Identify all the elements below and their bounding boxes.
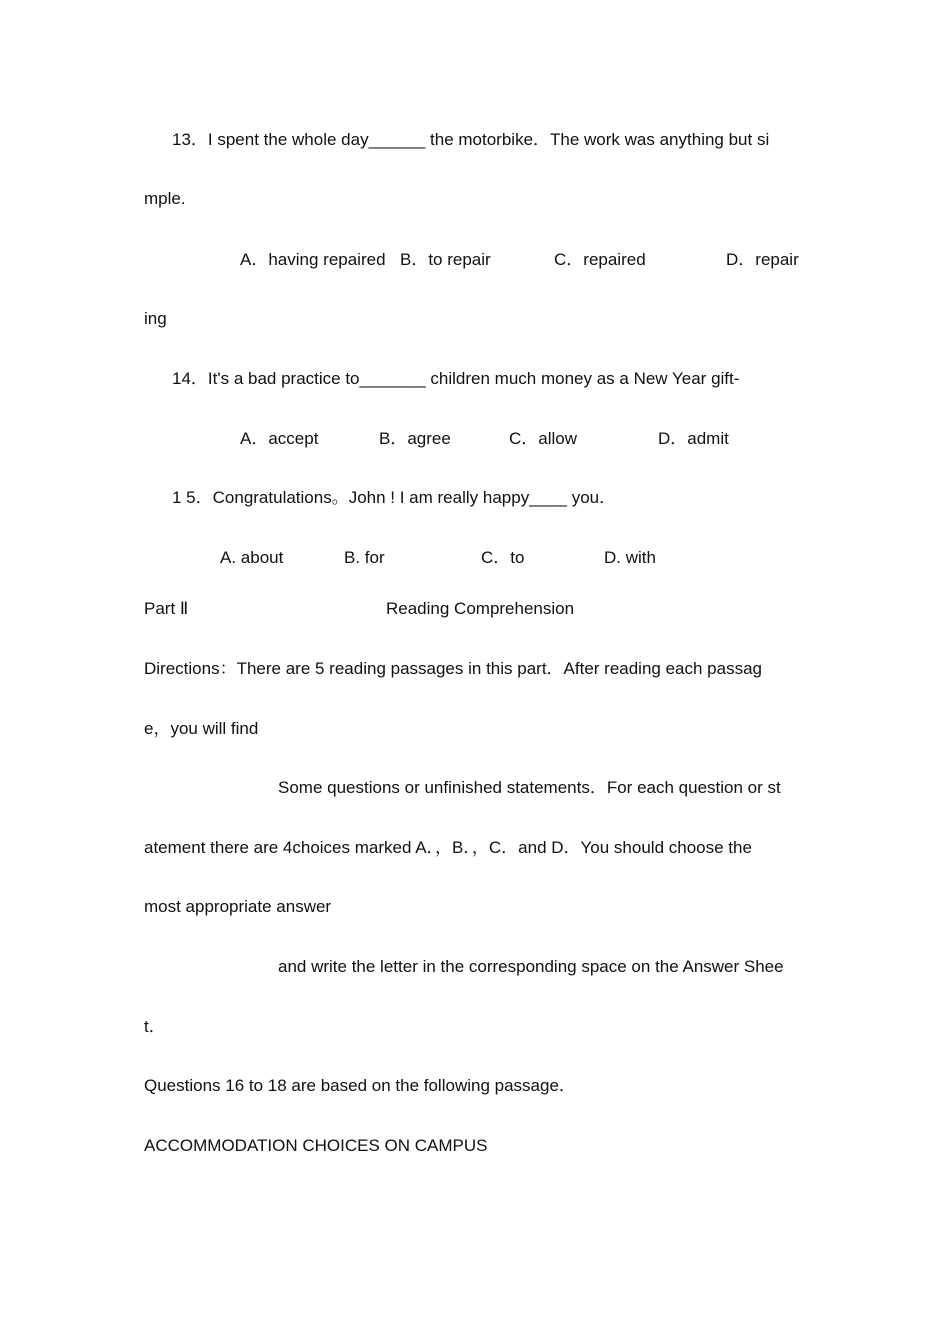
q13-option-c: C．repaired [554, 250, 646, 269]
directions-line-6: and write the letter in the corresponding space on the Answer Shee [278, 957, 784, 976]
q15-option-b: B. for [344, 548, 385, 567]
passage-heading: ACCOMMODATION CHOICES ON CAMPUS [144, 1136, 488, 1155]
q15-option-d: D. with [604, 548, 656, 567]
directions-line-5: most appropriate answer [144, 897, 332, 916]
q15-option-a: A. about [220, 548, 284, 567]
q13-line1: 13．I spent the whole day______ the motorbike．The work was anything but si [172, 130, 770, 149]
directions-line-1: Directions：There are 5 reading passages in this part．After reading each passag [144, 659, 763, 678]
q14-option-c: C．allow [509, 429, 578, 448]
q15-line1: 1 5．Congratulations。John ! I am really happy____ you． [172, 488, 617, 507]
q15-option-c: C．to [481, 548, 525, 567]
part-title: Reading Comprehension [386, 599, 575, 618]
q14-option-b: B．agree [379, 429, 451, 448]
directions-line-2: e，you will find [144, 719, 259, 738]
q13-option-b: B．to repair [400, 250, 491, 269]
q13-line2: mple. [144, 189, 186, 208]
directions-line-7: t． [144, 1017, 166, 1036]
part-label: Part Ⅱ [144, 599, 189, 618]
passage-intro: Questions 16 to 18 are based on the following passage． [144, 1076, 576, 1095]
q13-option-d: D．repair [726, 250, 799, 269]
directions-line-3: Some questions or unfinished statements．For each question or st [278, 778, 781, 797]
q13-option-d-wrap: ing [144, 309, 167, 328]
q14-option-a: A．accept [240, 429, 319, 448]
q14-option-d: D．admit [658, 429, 729, 448]
directions-line-4: atement there are 4choices marked A．，B．，C．and D．You should choose the [144, 838, 752, 857]
q13-option-a: A．having repaired [240, 250, 386, 269]
q14-line1: 14．It's a bad practice to_______ children much money as a New Year gift- [172, 369, 740, 388]
